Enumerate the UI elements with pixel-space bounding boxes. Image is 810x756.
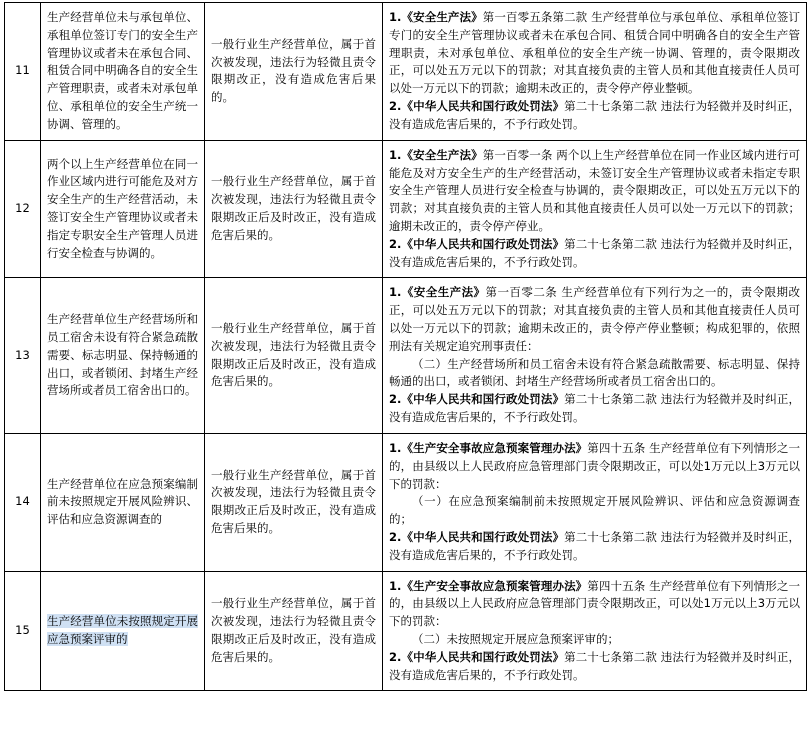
behavior-highlighted-text: 生产经营单位未按照规定开展应急预案评审的: [47, 614, 198, 646]
basis-law-text: 第二十七条第二款 违法行为轻微并及时纠正，没有造成危害后果的，不予行政处罚。: [389, 529, 800, 562]
basis-law-text: 第一百零一条 两个以上生产经营单位在同一作业区域内进行可能危及对方安全生产的生产经营活动，未签订安全生产管理协议或者未指定专职安全生产管理人员进行安全检查与协调的，责令限期改正，可以处五万元以下的罚款；对其直接负责的主管人员和其他直接责任人员可以处一万元以下的罚款；逾期未改正的，责令停产停业。: [389, 147, 800, 233]
basis-law-name: 2.《中华人民共和国行政处罚法》: [389, 529, 565, 544]
row-condition: [205, 433, 383, 571]
basis-subitem: （二）未按照规定开展应急预案评审的；: [412, 632, 619, 646]
row-basis: [383, 571, 807, 691]
condition-text: 一般行业生产经营单位，属于首次被发现，违法行为轻微且责令限期改正后及时改正，没有造成危害后果的。: [211, 174, 376, 242]
basis-law-name: 1.《安全生产法》: [389, 285, 486, 300]
basis-law-text: 第一百零五条第二款 生产经营单位与承包单位、承租单位签订专门的安全生产管理协议或者未在承包合同、租赁合同中明确各自的安全生产管理职责，未对承包单位、承租单位的安全生产统一协调、管理的，责令限期改正，可以处五万元以下的罚款；对其直接负责的主管人员和其他直接责任人员可以处一万元以下的罚款；逾期未改正的，责令停产停业整顿。: [389, 10, 800, 96]
basis-paragraph: [389, 284, 800, 355]
basis-law-name: 1.《生产安全事故应急预案管理办法》: [389, 440, 588, 455]
behavior-text: 生产经营单位未与承包单位、承租单位签订专门的安全生产管理协议或者未在承包合同、租赁合同中明确各自的安全生产管理职责，或者未对承包单位、承租单位的安全生产统一协调、管理的。: [47, 10, 198, 131]
condition-text: 一般行业生产经营单位，属于首次被发现，违法行为轻微且责令限期改正，没有造成危害后果的。: [211, 36, 376, 105]
basis-law-name: 2.《中华人民共和国行政处罚法》: [389, 99, 565, 114]
row-behavior: [41, 140, 205, 278]
regulation-table: [4, 2, 807, 691]
table-row: [5, 3, 807, 141]
basis-paragraph: [389, 391, 800, 427]
basis-law-name: 1.《生产安全事故应急预案管理办法》: [389, 578, 588, 593]
basis-paragraph: [389, 147, 800, 236]
behavior-text: 两个以上生产经营单位在同一作业区域内进行可能危及对方安全生产的生产经营活动，未签订安全生产管理协议或者未指定专职安全生产管理人员进行安全检查与协调的。: [47, 156, 198, 260]
row-condition: [205, 140, 383, 278]
condition-text: 一般行业生产经营单位，属于首次被发现，违法行为轻微且责令限期改正后及时改正，没有造成危害后果的。: [211, 467, 376, 536]
row-number: 12: [5, 140, 41, 278]
row-basis: [383, 278, 807, 434]
condition-text: 一般行业生产经营单位，属于首次被发现，违法行为轻微且责令限期改正后及时改正，没有造成危害后果的。: [211, 596, 376, 664]
basis-paragraph: [389, 649, 800, 685]
basis-paragraph: [389, 9, 800, 98]
basis-law-text: 第二十七条第二款 违法行为轻微并及时纠正，没有造成危害后果的，不予行政处罚。: [389, 392, 800, 425]
table-row: [5, 571, 807, 691]
basis-law-text: 第四十五条 生产经营单位有下列情形之一的，由县级以上人民政府应急管理部门责令限期改正，可以处1万元以上3万元以下的罚款：: [389, 578, 800, 629]
behavior-text: [47, 613, 198, 649]
basis-law-name: 2.《中华人民共和国行政处罚法》: [389, 236, 565, 251]
behavior-text: 生产经营单位生产经营场所和员工宿舍未设有符合紧急疏散需要、标志明显、保持畅通的出口，或者锁闭、封堵生产经营场所或者员工宿舍出口的。: [47, 312, 198, 398]
row-behavior: [41, 433, 205, 571]
basis-law-text: 第一百零二条 生产经营单位有下列行为之一的，责令限期改正，可以处五万元以下的罚款；对其直接负责的主管人员和其他直接责任人员可以处一万元以下的罚款；逾期未改正的，责令停产停业整顿；构成犯罪的，依照刑法有关规定追究刑事责任：: [389, 285, 800, 353]
table-row: [5, 278, 807, 434]
behavior-text: 生产经营单位在应急预案编制前未按照规定开展风险辨识、评估和应急资源调查的: [47, 476, 198, 527]
row-basis: [383, 140, 807, 278]
row-number: 14: [5, 433, 41, 571]
basis-paragraph: [389, 578, 800, 631]
condition-text: 一般行业生产经营单位，属于首次被发现，违法行为轻微且责令限期改正后及时改正，没有造成危害后果的。: [211, 321, 376, 389]
row-number: 13: [5, 278, 41, 434]
basis-paragraph: [389, 440, 800, 493]
basis-paragraph: [389, 236, 800, 272]
table-body: [5, 3, 807, 691]
basis-law-name: 2.《中华人民共和国行政处罚法》: [389, 649, 565, 664]
basis-paragraph: [389, 98, 800, 134]
basis-law-text: 第二十七条第二款 违法行为轻微并及时纠正，没有造成危害后果的，不予行政处罚。: [389, 99, 800, 131]
row-number: 15: [5, 571, 41, 691]
row-number: 11: [5, 3, 41, 141]
row-condition: [205, 278, 383, 434]
basis-paragraph: [389, 529, 800, 565]
basis-subitem: （一）在应急预案编制前未按照规定开展风险辨识、评估和应急资源调查的；: [389, 494, 800, 527]
table-row: [5, 433, 807, 571]
basis-law-name: 1.《安全生产法》: [389, 10, 483, 24]
basis-law-text: 第二十七条第二款 违法行为轻微并及时纠正，没有造成危害后果的，不予行政处罚。: [389, 649, 800, 682]
row-behavior: [41, 278, 205, 434]
row-condition: [205, 3, 383, 141]
basis-law-text: 第四十五条 生产经营单位有下列情形之一的，由县级以上人民政府应急管理部门责令限期改正，可以处1万元以上3万元以下的罚款：: [389, 440, 800, 491]
row-behavior: [41, 571, 205, 691]
row-behavior: [41, 3, 205, 141]
row-basis: [383, 3, 807, 141]
basis-law-text: 第二十七条第二款 违法行为轻微并及时纠正，没有造成危害后果的，不予行政处罚。: [389, 236, 800, 269]
table-row: [5, 140, 807, 278]
basis-subitem: （二）生产经营场所和员工宿舍未设有符合紧急疏散需要、标志明显、保持畅通的出口，或者锁闭、封堵生产经营场所或者员工宿舍出口的。: [389, 356, 800, 389]
basis-law-name: 2.《中华人民共和国行政处罚法》: [389, 392, 565, 407]
row-basis: [383, 433, 807, 571]
row-condition: [205, 571, 383, 691]
basis-law-name: 1.《安全生产法》: [389, 147, 483, 162]
